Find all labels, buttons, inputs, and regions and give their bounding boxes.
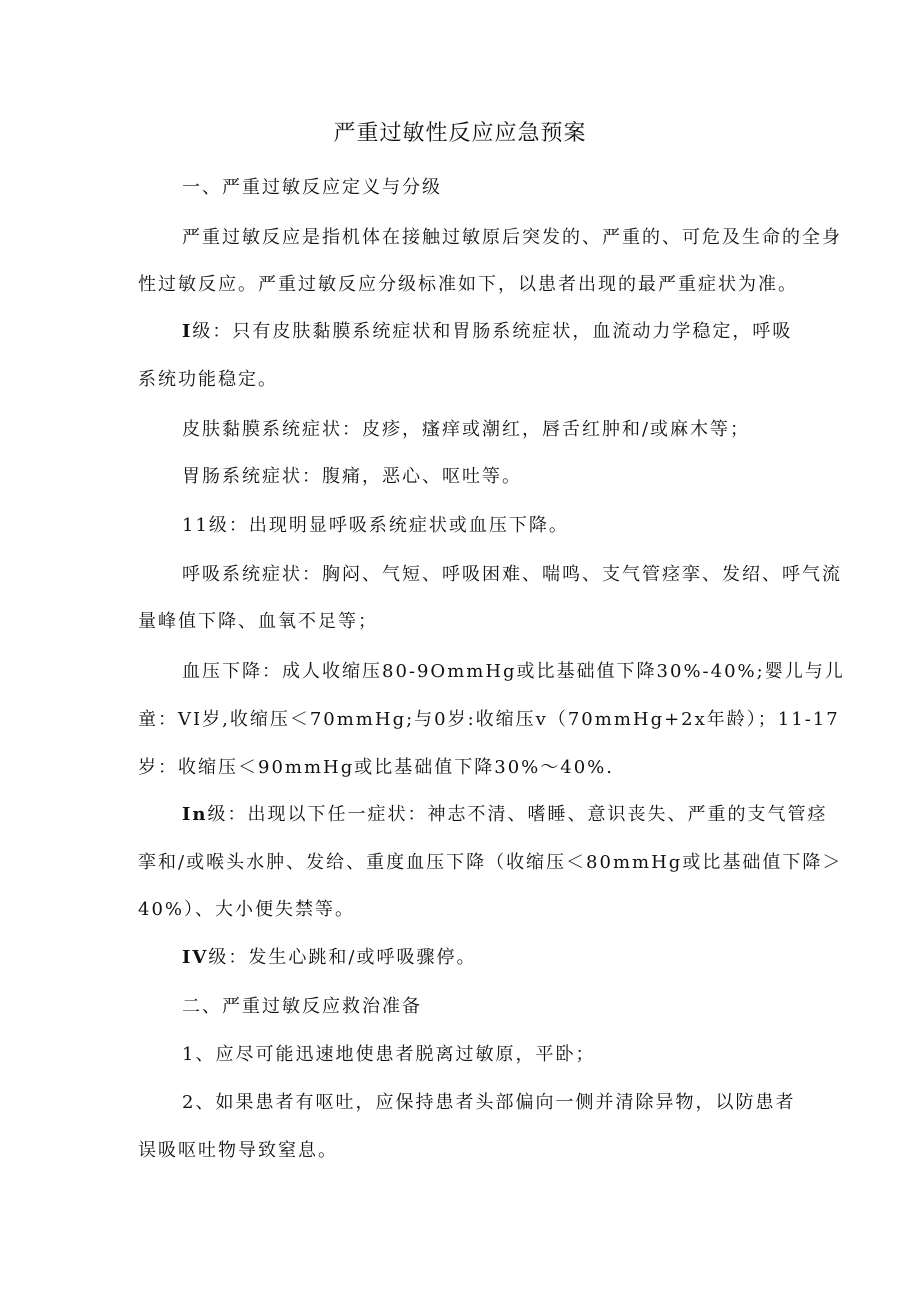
grade-4-line	[182, 943, 476, 973]
grade-1-text: 只有皮肤黏膜系统症状和胃肠系统症状，血流动力学稳定，呼吸	[232, 321, 793, 342]
paragraph-line: 呼吸系统症状：胸闷、气短、呼吸困难、喘鸣、支气管痉挛、发绍、呼气流	[182, 564, 842, 585]
paragraph-line: 1、应尽可能迅速地使患者脱离过敏原，平卧；	[182, 1044, 596, 1065]
grade-1-line	[182, 317, 792, 347]
paragraph-line: 严重过敏反应是指机体在接触过敏原后突发的、严重的、可危及生命的全身	[182, 227, 842, 248]
grade-3-text: 级：出现以下任一症状：神志不清、嗜睡、意识丧失、严重的支气管痉	[207, 804, 828, 825]
paragraph-line: 量峰值下降、血氧不足等；	[138, 611, 378, 632]
paragraph-line: 血压下降：成人收缩压80-9OmmHg或比基础值下降30%-40%;婴儿与儿	[182, 661, 845, 682]
grade-4-label: IV	[182, 947, 209, 968]
paragraph-line: 误吸呕吐物导致窒息。	[138, 1140, 338, 1161]
paragraph-line: 40%）、大小便失禁等。	[138, 899, 356, 920]
paragraph-line: 皮肤黏膜系统症状：皮疹，瘙痒或潮红，唇舌红肿和/或麻木等；	[182, 419, 751, 440]
paragraph-line: 岁：收缩压＜90mmHg或比基础值下降30%～40%.	[138, 757, 614, 778]
paragraph-line: 系统功能稳定。	[138, 369, 278, 390]
paragraph-line: 性过敏反应。严重过敏反应分级标准如下，以患者出现的最严重症状为准。	[138, 274, 798, 295]
section-heading-2: 二、严重过敏反应救治准备	[182, 996, 422, 1017]
section-heading-1: 一、严重过敏反应定义与分级	[182, 177, 442, 198]
grade-3-label: In	[182, 804, 208, 825]
grade-4-text: 级：发生心跳和/或呼吸骤停。	[208, 947, 477, 968]
grade-2-line: 11级：出现明显呼吸系统症状或血压下降。	[182, 515, 569, 536]
document-title: 严重过敏性反应应急预案	[333, 121, 587, 146]
grade-3-line	[182, 800, 828, 830]
paragraph-line: 挛和/或喉头水肿、发给、重度血压下降（收缩压＜80mmHg或比基础值下降＞	[138, 852, 843, 873]
grade-1-label: I	[182, 321, 193, 342]
paragraph-line: 2、如果患者有呕吐，应保持患者头部偏向一侧并清除异物，以防患者	[182, 1092, 796, 1113]
grade-1-suffix: 级：	[192, 321, 233, 342]
paragraph-line: 胃肠系统症状：腹痛，恶心、呕吐等。	[182, 466, 522, 487]
paragraph-line: 童：VI岁,收缩压＜70mmHg;与0岁:收缩压v（70mmHg+2x年龄）；11-17	[138, 709, 840, 730]
